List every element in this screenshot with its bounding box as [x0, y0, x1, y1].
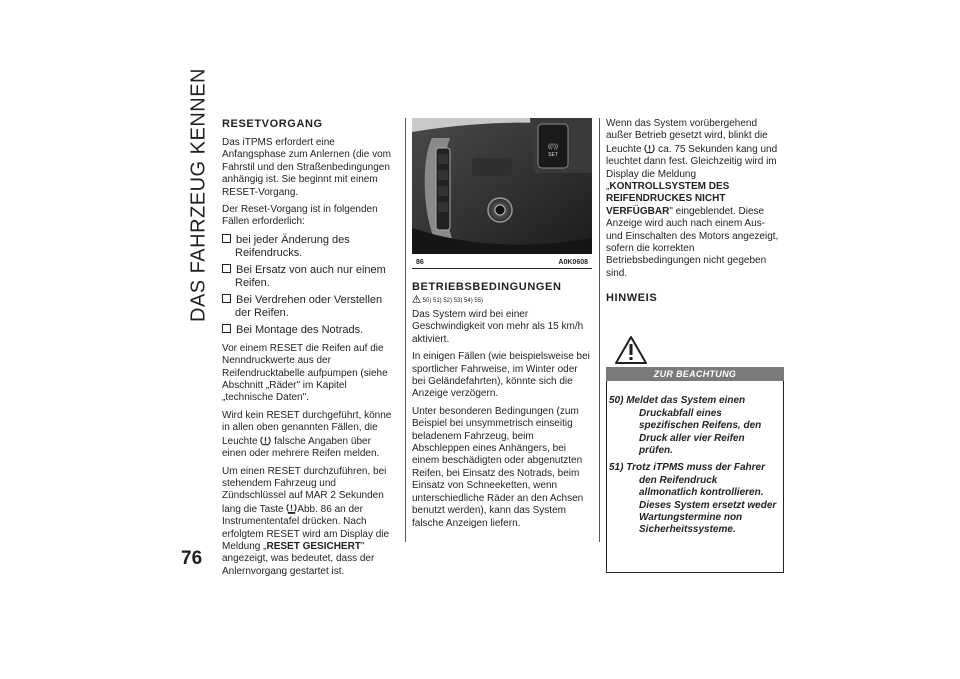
reset-heading: RESETVORGANG [222, 118, 323, 130]
malfunction-column [606, 118, 784, 573]
malfunction-text: Wenn das System vorübergehend außer Betrieb gesetzt wird, blinkt die Leuchte ca. 75 Sekunden kang und leuchtet dann fest. Gleichzeitig wird im Display die Meldung „KONTROLLSYSTEM DES REIFENDRUCKES NICHT VERFÜGBAR" eingeblendet. Diese Anzeige wird auch nach einem Aus- und Einschalten des Motors angezeigt, sofern die korrekten Betriebsbedingungen nicht gegeben sind. [606, 118, 779, 279]
reset-needed: Der Reset-Vorgang ist in folgenden Fällen erforderlich: [222, 204, 378, 228]
warning-triangle-icon [614, 335, 648, 365]
reset-column [222, 118, 398, 583]
reset-intro: Das iTPMS erfordert eine Anfangsphase zum Anlernen (die vom Fahrstil und den Straßenbedingungen anhängig ist. Sie beginnt mit einem RESET-Vorgang. [222, 137, 391, 198]
caution-banner: ZUR BEACHTUNG [606, 367, 784, 381]
svg-text:((!)): ((!)) [548, 144, 558, 150]
reset-before: Vor einem RESET die Reifen auf die Nenndruckwerte aus der Reifendrucktabelle aufpumpen (siehe Abschnitt „Räder" im Kapitel „technische Daten". [222, 342, 388, 404]
list-item: Bei Ersatz von auch nur einem Reifen. [222, 264, 398, 290]
list-item: bei jeder Änderung des Reifendrucks. [222, 234, 398, 260]
chapter-side-title: DAS FAHRZEUG KENNEN [187, 68, 210, 322]
column-divider [599, 118, 600, 542]
tyre-pressure-warning-icon [644, 143, 655, 154]
list-item: 50) Meldet das System einen Druckabfall eines spezifischen Reifens, den Druck aller vier Reifen prüfen. [609, 395, 762, 456]
list-item: 51) Trotz iTPMS muss der Fahrer den Reifendruck allmonatlich kontrollieren. Dieses System ersetzt weder Wartungstermine non Sicherheitssysteme. [609, 462, 777, 536]
notes-heading: HINWEIS [606, 292, 658, 305]
warning-triangle-icon [412, 295, 421, 303]
checkbox-bullet-icon [222, 234, 231, 243]
list-item: Bei Montage des Notrads. [222, 324, 398, 337]
column-divider [405, 118, 406, 542]
conditions-heading: BETRIEBSBEDINGUNGEN [412, 281, 562, 293]
tpms-reset-button-icon [286, 503, 297, 514]
dashboard-photo [412, 118, 592, 254]
conditions-column [412, 118, 592, 535]
page-number: 76 [181, 548, 203, 569]
conditions-p3: Unter besonderen Bedingungen (zum Beispiel bei unsymmetrisch einseitig beladenem Fahrzeug, beim Abschleppen eines Anhängers, bei einem beschädigten oder abgenutzten Reifen, bei Einsatz des Notrads, beim Einsatz von Schneeketten, wenn unterschiedliche Räder an den Achsen benutzt werden), kann das System falsche Anzeigen liefern. [412, 405, 584, 529]
figure-code: A0K0608 [558, 259, 588, 266]
conditions-p2: In einigen Fällen (wie beispielsweise bei sportlicher Fahrweise, im Winter oder bei Geländefahrten), könnte sich die Anzeige verzögern. [412, 351, 590, 400]
tyre-pressure-warning-icon [260, 435, 271, 446]
checkbox-bullet-icon [222, 264, 231, 273]
checkbox-bullet-icon [222, 324, 231, 333]
reset-howto: Um einen RESET durchzuführen, bei stehendem Fahrzeug und Zündschlüssel auf MAR 2 Sekunden lang die Taste Abb. 86 an der Instrumententafel drücken. Nach erfolgtem RESET wird am Display die Meldung „RESET GESICHERT" angezeigt, was bedeutet, dass der Anlernvorgang gestartet ist. [222, 465, 390, 577]
checkbox-bullet-icon [222, 294, 231, 303]
reset-no-reset: Wird kein RESET durchgeführt, könne in allen oben genannten Fällen, die Leuchte falsche Angaben über einen oder mehrere Reifen melden. [222, 409, 392, 460]
note-references: 50) 51) 52) 53) 54) 55) [412, 295, 592, 306]
figure-caption [412, 254, 592, 269]
caution-notes [606, 381, 784, 572]
figure-86-dashboard-image [412, 118, 592, 254]
svg-text:SET: SET [548, 152, 558, 158]
conditions-p1: Das System wird bei einer Geschwindigkeit von mehr als 15 km/h aktiviert. [412, 309, 584, 345]
figure-number: 86 [416, 259, 424, 266]
list-item: Bei Verdrehen oder Verstellen der Reifen. [222, 294, 398, 320]
